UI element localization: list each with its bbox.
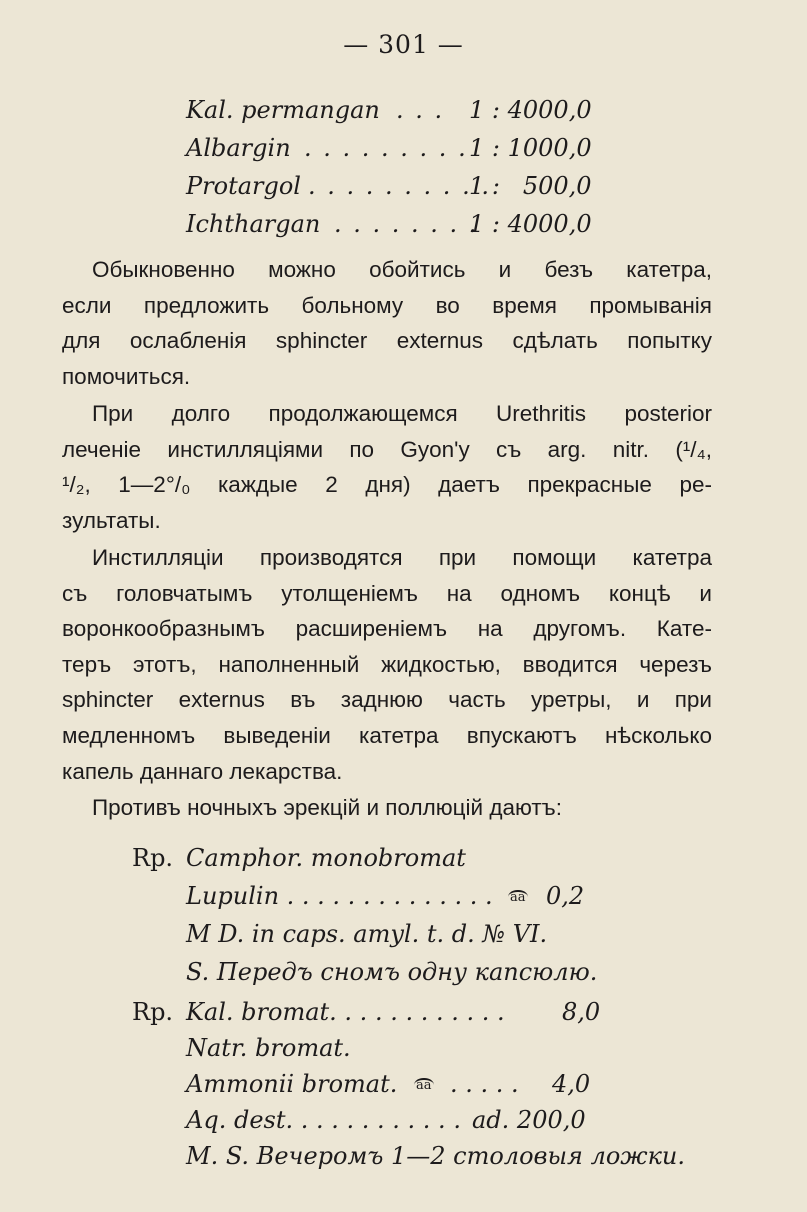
text-line: съ головчатымъ утолщеніемъ на одномъ концѣ и [62, 580, 712, 606]
table-ratio: 1 : 500,0 [469, 172, 592, 200]
table-drug-name: Protargol [186, 172, 301, 200]
page-number: — 301 — [343, 30, 464, 59]
table-drug-name: Kal. permangan [186, 96, 380, 124]
text-line: леченіе инстилляціями по Gyon'y съ arg. nitr. (¹/₄, [62, 436, 712, 462]
recipe-line: M D. in caps. amyl. t. d. № VI. [186, 920, 548, 948]
table-dots: . . . [396, 96, 445, 124]
text-line: ¹/₂, 1—2°/₀ каждые 2 дня) даетъ прекрасные ре- [62, 472, 712, 498]
text-line: если предложить больному во время промыванія [62, 292, 712, 318]
paragraph-instillation [62, 540, 712, 789]
table-dots: . . . . . . . . . . [308, 172, 491, 200]
table-dots: . . . . . . . . [334, 210, 479, 238]
recipe-line: S. Передъ сномъ одну капсюлю. [186, 958, 598, 986]
recipe-line: Lupulin . . . . . . . . . . . . . . [186, 882, 493, 910]
table-row [186, 96, 606, 130]
table-row [186, 134, 606, 168]
recipe-dose: 8,0 [562, 998, 601, 1026]
recipe-dose: ad. 200,0 [472, 1106, 586, 1134]
table-ratio: 1 : 4000,0 [469, 210, 592, 238]
recipe-line: Ammonii bromat. [186, 1070, 398, 1098]
table-ratio: 1 : 1000,0 [469, 134, 592, 162]
recipe-dose: 4,0 [552, 1070, 591, 1098]
text-line: медленномъ выведеніи катетра впускаютъ нѣсколько [62, 722, 712, 748]
text-line: Обыкновенно можно обойтись и безъ катетра, [92, 257, 712, 282]
recipe-rp-label: Rp. [132, 998, 174, 1026]
table-drug-name: Albargin [186, 134, 291, 162]
paragraph-erections [92, 790, 712, 826]
recipe-rp-label: Rp. [132, 844, 174, 872]
table-row [186, 210, 606, 244]
table-row [186, 172, 606, 206]
text-line: При долго продолжающемся Urethritis posterior [92, 401, 712, 426]
text-line: помочиться. [62, 363, 191, 389]
recipe-line: Kal. bromat. . . . . . . . . . . . [186, 998, 505, 1026]
ana-symbol: aa [510, 890, 526, 905]
table-drug-name: Ichthargan [186, 210, 321, 238]
recipe-dots: . . . . . [450, 1070, 519, 1098]
table-ratio: 1 : 4000,0 [469, 96, 592, 124]
text-line: капель даннаго лекарства. [62, 758, 343, 784]
paragraph-catheter [62, 252, 712, 394]
text-line: Инстилляціи производятся при помощи катетра [92, 545, 712, 570]
text-line: воронкообразнымъ расширеніемъ на другомъ. Кате- [62, 616, 712, 642]
recipe-dose: 0,2 [546, 882, 585, 910]
text-line: для ослабленія sphincter externus сдѣлать попытку [62, 328, 712, 354]
text-line: Противъ ночныхъ эрекцій и поллюцій даютъ: [92, 795, 562, 820]
ana-symbol: aa [416, 1078, 432, 1093]
paragraph-urethritis [62, 396, 712, 538]
text-line: sphincter externus въ заднюю часть уретры, и при [62, 687, 712, 713]
text-line: зультаты. [62, 507, 161, 533]
table-dots: . . . . . . . . . [304, 134, 468, 162]
recipe-line: Natr. bromat. [186, 1034, 351, 1062]
recipe-line: M. S. Вечеромъ 1—2 столовыя ложки. [186, 1142, 685, 1170]
recipe-line: Aq. dest. . . . . . . . . . . . [186, 1106, 461, 1134]
text-line: теръ этотъ, наполненный жидкостью, вводится черезъ [62, 651, 712, 677]
recipe-line: Camphor. monobromat [186, 844, 466, 872]
